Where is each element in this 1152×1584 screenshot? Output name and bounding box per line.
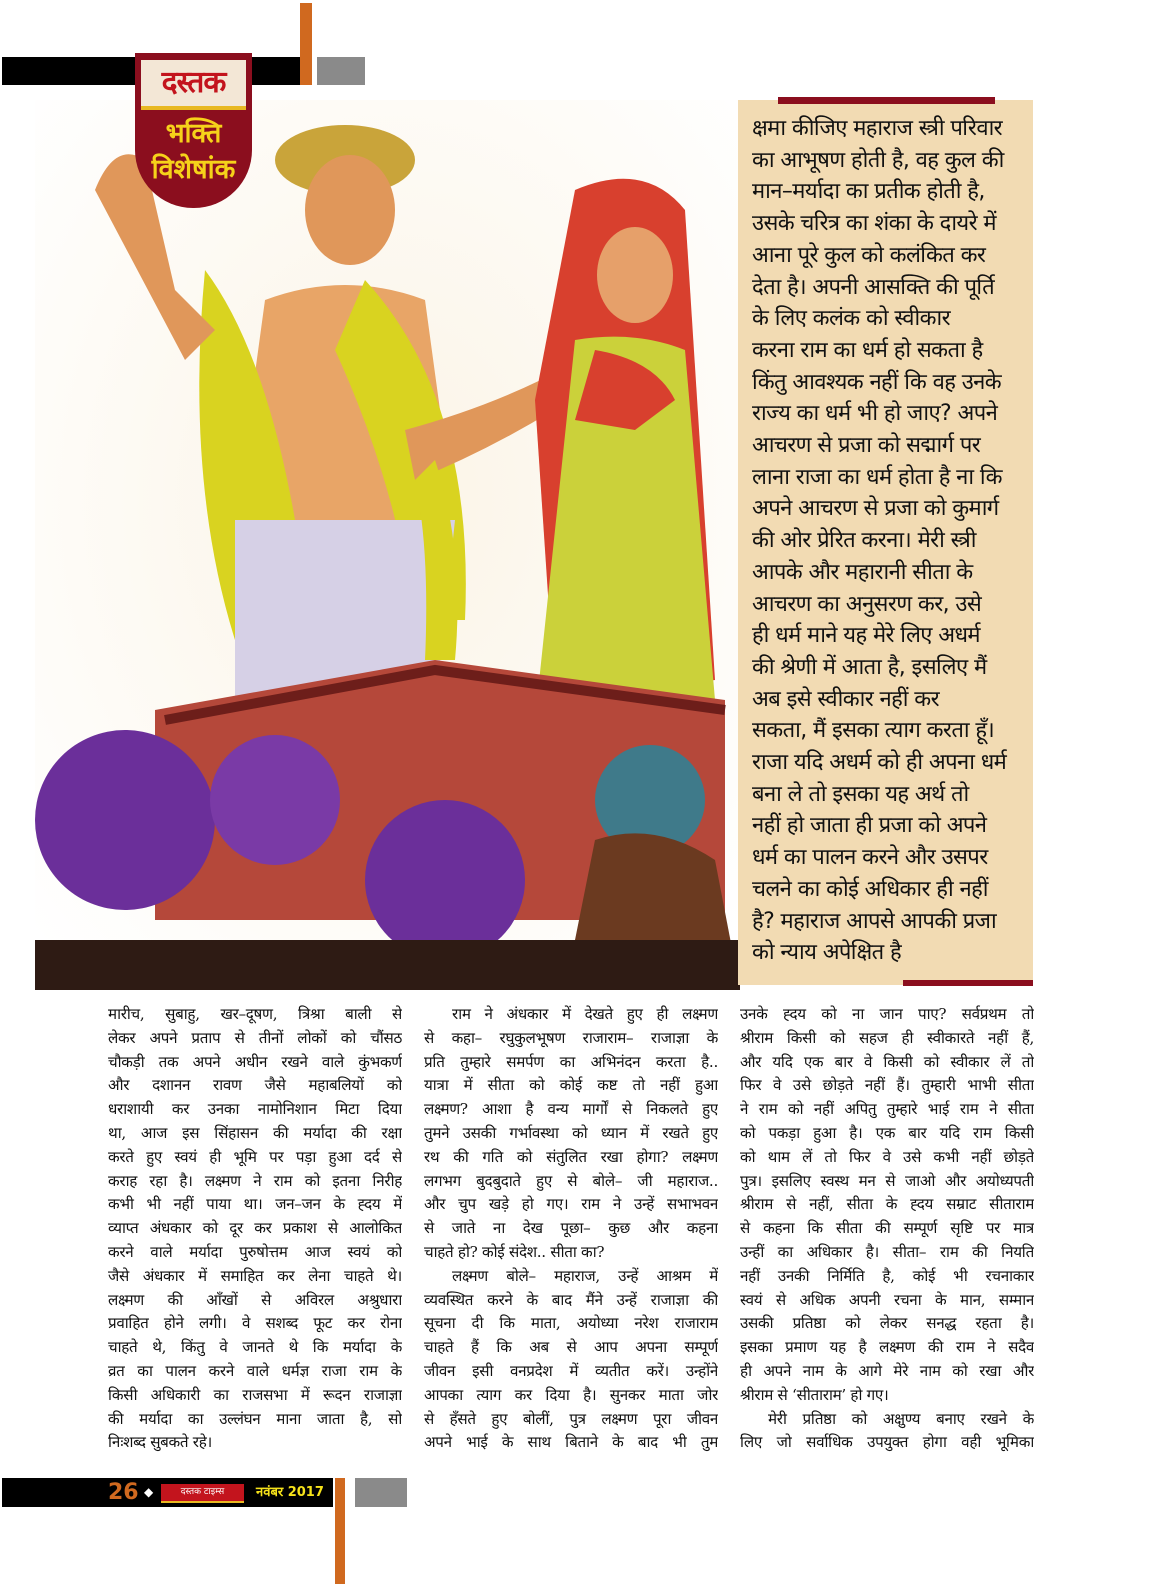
- article-text-line: लगभग बुदबुदाते हुए से बोले– जी महाराज..: [424, 1171, 718, 1190]
- article-text-line: निःशब्द सुबकते रहे।: [108, 1433, 212, 1452]
- footer-orange-rule: [335, 1478, 345, 1584]
- article-text-line: श्रीराम से ‘सीताराम’ हो गए।: [740, 1385, 889, 1404]
- article-text-line: से हँसते हुए बोलीं, पुत्र लक्ष्मण पूरा जीवन: [424, 1409, 718, 1428]
- pull-quote-bottom-rule: [903, 980, 1033, 986]
- footer-gray-block: [355, 1478, 407, 1507]
- pull-quote-text: [752, 113, 1037, 969]
- article-text-line: करने वाले मर्यादा पुरुषोत्तम आज स्वयं को: [108, 1242, 402, 1261]
- article-text-line: अपने भाई के साथ बिताने के बाद भी तुम: [424, 1433, 718, 1452]
- pull-quote-line: की श्रेणी में आता है, इसलिए मैं: [752, 654, 987, 680]
- pull-quote-line: आचरण से प्रजा को सद्मार्ग पर: [752, 433, 981, 459]
- article-text-line: नहीं उनकी निर्मिति है, कोई भी रचनाकार: [740, 1266, 1034, 1285]
- article-text-line: और चुप खड़े हो गए। राम ने उन्हें सभाभवन: [424, 1195, 718, 1214]
- article-text-line: कभी भी नहीं पाया था। जन–जन के ह्दय में: [108, 1195, 402, 1214]
- pull-quote-line: अपने आचरण से प्रजा को कुमार्ग: [752, 496, 999, 522]
- pull-quote-line: धर्म का पालन करने और उसपर: [752, 845, 988, 871]
- article-text-line: उन्हीं का अधिकार है। सीता– राम की नियति: [740, 1242, 1034, 1261]
- article-text-line: पुत्र। इसलिए स्वस्थ मन से जाओ और अयोध्यपती: [740, 1171, 1034, 1190]
- article-text-line: उसकी प्रतिष्ठा को लेकर सनद्ध रहता है।: [740, 1314, 1034, 1333]
- header-orange-rule: [300, 3, 312, 85]
- pull-quote-line: को न्याय अपेक्षित है: [752, 940, 902, 966]
- pull-quote-line: राजा यदि अधर्म को ही अपना धर्म: [752, 750, 1007, 776]
- section-badge: [135, 53, 252, 208]
- illustration-ram-sita-court: [35, 100, 740, 990]
- article-text-line: लक्ष्मण की आँखों से अविरल अश्रुधारा: [108, 1290, 402, 1309]
- pull-quote-line: सकता, मैं इसका त्याग करता हूँ।: [752, 718, 995, 744]
- article-text-line: को पकड़ा हुआ है। एक बार यदि राम किसी: [740, 1123, 1034, 1142]
- article-text-line: मारीच, सुबाहु, खर–दूषण, त्रिश्रा बाली से: [108, 1005, 402, 1023]
- pull-quote-line: मान–मर्यादा का प्रतीक होती है,: [752, 179, 985, 205]
- article-text-line: सूचना दी कि माता, अयोध्या नरेश राजाराम: [424, 1314, 718, 1333]
- article-text-line: मेरी प्रतिष्ठा को अक्षुण्य बनाए रखने के: [768, 1409, 1034, 1428]
- pull-quote-line: आपके और महारानी सीता के: [752, 559, 973, 585]
- article-text-line: फिर वे उसे छोड़ते नहीं हैं। तुम्हारी भाभी सीता: [740, 1076, 1034, 1095]
- pull-quote-line: बना ले तो इसका यह अर्थ तो: [752, 781, 969, 807]
- article-text-line: व्याप्त अंधकार को दूर कर प्रकाश से आलोकित: [108, 1219, 402, 1238]
- pull-quote-line: चलने का कोई अधिकार ही नहीं: [752, 876, 988, 902]
- article-text-line: यात्रा में सीता को कोई कष्ट तो नहीं हुआ: [424, 1076, 718, 1095]
- article-text-line: से जाते ना देख पूछा– कुछ और कहना: [424, 1219, 718, 1238]
- article-text-line: श्रीराम से नहीं, सीता के ह्दय सम्राट सीताराम: [740, 1195, 1034, 1214]
- article-text-line: इसका प्रमाण यह है लक्ष्मण की राम ने सदैव: [740, 1338, 1034, 1357]
- article-text-line: प्रवाहित होने लगी। वे सशब्द फूट कर रोना: [108, 1314, 402, 1333]
- pull-quote-line: करना राम का धर्म हो सकता है: [752, 337, 983, 363]
- article-text-line: और दशानन रावण जैसे महाबलियों को: [108, 1076, 402, 1095]
- article-text-line: से कहना कि सीता की सम्पूर्ण सृष्टि पर मात्र: [740, 1219, 1034, 1238]
- article-text-line: उनके ह्दय को ना जान पाए? सर्वप्रथम तो: [740, 1005, 1034, 1023]
- pull-quote-line: है? महाराज आपसे आपकी प्रजा: [752, 908, 997, 934]
- pull-quote-line: राज्य का धर्म भी हो जाए? अपने: [752, 401, 998, 427]
- article-text-line: धराशायी कर उनका नामोनिशान मिटा दिया: [108, 1100, 402, 1119]
- pull-quote-line: क्षमा कीजिए महाराज स्त्री परिवार: [752, 116, 1003, 141]
- pull-quote-line: लाना राजा का धर्म होता है ना कि: [752, 464, 1002, 490]
- pull-quote-line: के लिए कलंक को स्वीकार: [752, 306, 951, 332]
- article-text-line: आपका त्याग कर दिया है। सुनकर माता जोर: [424, 1385, 718, 1404]
- pull-quote-line: की ओर प्रेरित करना। मेरी स्त्री: [752, 528, 976, 554]
- pull-quote-line: अब इसे स्वीकार नहीं कर: [752, 686, 939, 712]
- pull-quote-line: उसके चरित्र का शंका के दायरे में: [752, 211, 996, 237]
- article-text-line: करते हुए स्वयं ही भूमि पर पड़ा हुआ दर्द से: [108, 1147, 402, 1166]
- pull-quote-line: का आभूषण होती है, वह कुल की: [752, 147, 1004, 173]
- article-text-line: स्वयं से अधिक अपनी रचना के मान, सम्मान: [740, 1290, 1034, 1309]
- badge-title-line2: विशेषांक: [151, 154, 236, 185]
- article-text-line: चाहते थे, किंतु वे जानते थे कि मर्यादा के: [108, 1338, 402, 1357]
- magazine-logo: दस्तक: [141, 60, 246, 110]
- article-text-line: चौकड़ी तक अपने अधीन रखने वाले कुंभकर्ण: [108, 1052, 402, 1071]
- article-text-line: ही अपने नाम के आगे मेरे नाम को रखा और: [740, 1361, 1034, 1380]
- article-text-line: लक्ष्मण बोले– महाराज, उन्हें आश्रम में: [452, 1266, 718, 1285]
- badge-title-line1: भक्ति: [165, 118, 222, 149]
- article-column-3: [740, 1003, 1034, 1455]
- article-text-line: व्यवस्थित करने के बाद मैंने उन्हें राजाज्ञा की: [424, 1290, 718, 1309]
- article-text-line: रथ की गति को संतुलित रखा होगा? लक्ष्मण: [424, 1147, 718, 1166]
- article-text-line: जैसे अंधकार में समाहित कर लेना चाहते थे।: [108, 1266, 402, 1285]
- pull-quote-line: नहीं हो जाता ही प्रजा को अपने: [752, 813, 987, 839]
- issue-date: नवंबर 2017: [256, 1485, 324, 1500]
- article-text-line: जीवन इसी वनप्रदेश में व्यतीत करें। उन्होंने: [424, 1361, 718, 1380]
- article-text-line: से कहा– रघुकुलभूषण राजाराम– राजाज्ञा के: [424, 1028, 718, 1047]
- pull-quote-top-rule: [778, 97, 995, 104]
- article-column-1: [108, 1003, 402, 1455]
- pull-quote-line: किंतु आवश्यक नहीं कि वह उनके: [752, 369, 1002, 395]
- article-text-line: किसी अधिकारी का राजसभा में रूदन राजाज्ञा: [108, 1385, 402, 1404]
- article-text-line: की मर्यादा का उल्लंघन माना जाता है, सो: [108, 1409, 402, 1428]
- article-column-2: [424, 1003, 718, 1455]
- pull-quote-line: देता है। अपनी आसक्ति की पूर्ति: [752, 274, 995, 300]
- page-number: 26: [108, 1480, 139, 1505]
- pull-quote-line: आना पूरे कुल को कलंकित कर: [752, 242, 986, 268]
- article-text-line: लक्ष्मण? आशा है वन्य मार्गों से निकलते हुए: [424, 1100, 718, 1119]
- footer-magazine-logo: दस्तक टाइम्स: [161, 1484, 244, 1503]
- article-text-line: चाहते हो? कोई संदेश.. सीता का?: [424, 1242, 605, 1261]
- article-text-line: ने राम को नहीं अपितु तुम्हारे भाई राम ने सीता: [740, 1100, 1034, 1119]
- pull-quote-line: आचरण का अनुसरण कर, उसे: [752, 591, 982, 617]
- article-text-line: लिए जो सर्वाधिक उपयुक्त होगा वही भूमिका: [740, 1433, 1034, 1452]
- header-gray-block: [317, 57, 365, 85]
- article-text-line: लेकर अपने प्रताप से तीनों लोकों को चौंसठ: [108, 1028, 402, 1047]
- article-text-line: था, आज इस सिंहासन की मर्यादा की रक्षा: [108, 1123, 402, 1142]
- pull-quote-line: ही धर्म माने यह मेरे लिए अधर्म: [752, 623, 980, 649]
- article-text-line: तुमने उसकी गर्भावस्था को ध्यान में रखते हुए: [424, 1123, 718, 1142]
- article-text-line: राम ने अंधकार में देखते हुए ही लक्ष्मण: [452, 1005, 718, 1023]
- article-text-line: व्रत का पालन करने वाले धर्मज्ञ राजा राम के: [108, 1361, 402, 1380]
- article-text-line: प्रति तुम्हारे समर्पण का अभिनंदन करता है..: [424, 1052, 718, 1071]
- footer-separator: ◆: [144, 1485, 154, 1499]
- article-text-line: चाहते हैं कि अब से आप अपना सम्पूर्ण: [424, 1338, 718, 1357]
- article-text-line: और यदि एक बार वे किसी को स्वीकार लें तो: [740, 1052, 1034, 1071]
- article-text-line: कराह रहा है। लक्ष्मण ने राम को इतना निरीह: [108, 1171, 402, 1190]
- article-text-line: श्रीराम किसी को सहज ही स्वीकारते नहीं हैं,: [740, 1028, 1034, 1047]
- article-text-line: को थाम लें तो फिर वे उसे कभी नहीं छोड़ते: [740, 1147, 1034, 1166]
